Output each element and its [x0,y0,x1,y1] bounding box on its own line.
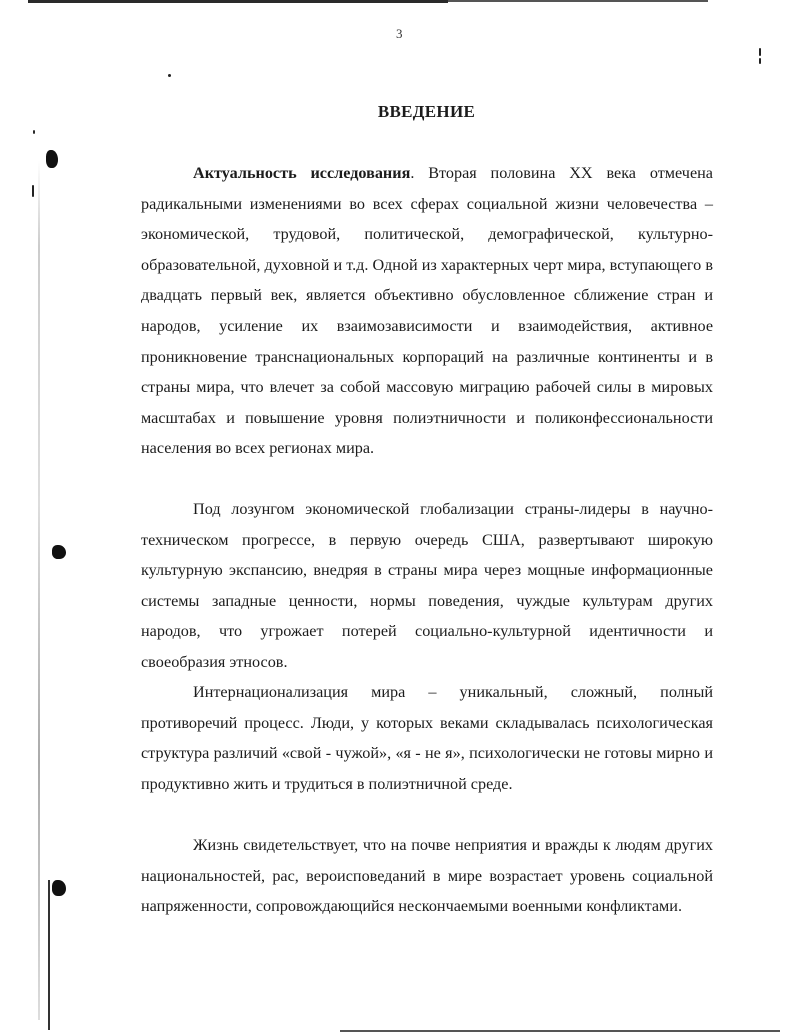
scan-binding-edge [38,160,40,1020]
scan-edge-top [28,0,448,3]
paragraph-lead: Актуальность исследования [193,164,411,182]
section-heading: ВВЕДЕНИЕ [377,102,476,121]
paragraph-text: . Вторая половина XX века отмечена радикальными изменениями во всех сферах социальной жизни человечества – экономической, трудовой, политической, демографической, культурно-образовательной, духовной и т.д. Одной из характерных черт мира, вступающего в двадцать первый век, является объективно обусловленное сближение стран и народов, усиление их взаимозависимости и взаимодействия, активное проникновение транснациональных корпораций на различные континенты и в страны мира, что влечет за собой массовую миграцию рабочей силы в мировых масштабах и повышение уровня полиэтничности и поликонфессиональности населения во всех регионах мира. [141,164,713,458]
binding-hole-mark [46,150,58,168]
scan-edge-top-right [448,0,708,2]
scan-speck [759,58,761,64]
paragraph-social-tension: Жизнь свидетельствует, что на почве неприятия и вражды к людям других национальностей, рас, вероисповеданий в мире возрастает уровень социальной напряженности, сопровождающийся нескончаемыми военными конфликтами. [141,836,713,916]
scan-speck [33,130,35,134]
scan-binding-edge-lower [48,880,50,1030]
paragraph-globalization: Под лозунгом экономической глобализации страны-лидеры в научно-техническом прогрессе, в первую очередь США, развертывают широкую культурную экспансию, внедряя в страны мира через мощные информационные системы западные ценности, нормы поведения, чуждые культурам других народов, что угрожает потерей социально-культурной идентичности и своеобразия этносов. [141,500,713,671]
scan-edge-bottom [340,1030,780,1032]
binding-hole-mark [52,545,66,559]
paragraph-relevance [141,158,713,464]
scan-speck [168,74,171,77]
scan-speck [759,48,761,56]
binding-hole-mark [52,880,66,896]
paragraph-internationalization: Интернационализация мира – уникальный, сложный, полный противоречий процесс. Люди, у которых веками складывалась психологическая структура различий «свой - чужой», «я - не я», психологически не готовы мирно и продуктивно жить и трудиться в полиэтничной среде. [141,683,713,793]
page-number: 3 [396,26,403,41]
scan-speck [32,185,34,197]
